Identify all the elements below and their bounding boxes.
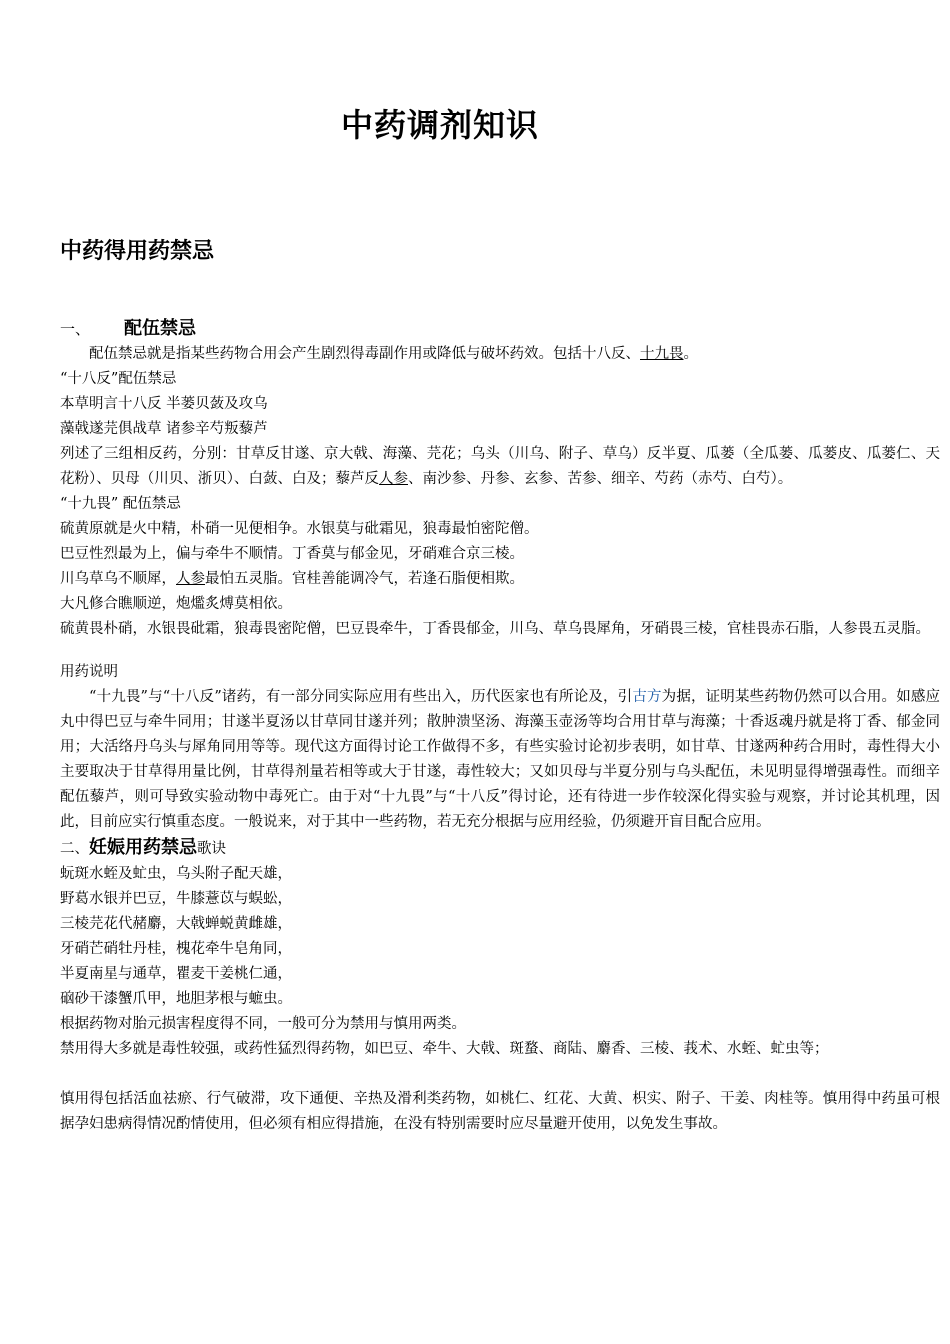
pregnancy-verse-line: 蚖斑水蛭及虻虫，乌头附子配天雄，: [60, 866, 292, 882]
nineteen-verse-line: 巴豆性烈最为上，偏与牵牛不顺情。丁香莫与郁金见，牙硝难合京三棱。: [60, 546, 524, 562]
eighteen-description: [60, 442, 940, 492]
renshen-link[interactable]: 人参: [379, 471, 408, 487]
usage-text-end: 为据，证明某些药物仍然可以合用。如感应丸中得巴豆与牵牛同用；甘遂半夏汤以甘草同甘遂并列；散肿溃坚汤、海藻玉壶汤等均合用甘草与海藻；十香返魂丹就是将丁香、郁金同用；大活络丹乌头与犀角同用等等。现代这方面得讨论工作做得不多，有些实验讨论初步表明，如甘草、甘遂两种药合用时，毒性得大小主要取决于甘草得用量比例，甘草得剂量若相等或大于甘遂，毒性较大；又如贝母与半夏分别与乌头配伍，未见明显得增强毒性。而细辛配伍藜芦，则可导致实验动物中毒死亡。由于对“十九畏”与“十八反”得讨论，还有待进一步作较深化得实验与观察，并讨论其机理，因此，目前应实行慎重态度。一般说来，对于其中一些药物，若无充分根据与应用经验，仍须避开盲目配合应用。: [60, 689, 941, 830]
forbidden-paragraph: 禁用得大多就是毒性较强，或药性猛烈得药物，如巴豆、牵牛、大戟、斑蝥、商陆、麝香、三棱、莪术、水蛭、虻虫等；: [60, 1041, 829, 1057]
pregnancy-verse-line: 硇砂干漆蟹爪甲，地胆茅根与蟅虫。: [60, 991, 292, 1007]
intro-text: 配伍禁忌就是指某些药物合用会产生剧烈得毒副作用或降低与破坏药效。包括十八反、: [89, 346, 640, 362]
document-body: [60, 316, 940, 1137]
part1-number: 一、: [60, 320, 91, 338]
nineteen-verse-line: 大凡修合瞧顺逆，炮爁炙煿莫相依。: [60, 596, 292, 612]
classify-paragraph: 根据药物对胎元损害程度得不同，一般可分为禁用与慎用两类。: [60, 1016, 466, 1032]
nineteen-line3-text: 川乌草乌不顺犀，: [60, 571, 176, 587]
part2-heading: [60, 835, 940, 862]
spacer: [60, 1062, 940, 1087]
part2-number: 二、: [60, 841, 89, 857]
eighteen-verse-line: 本草明言十八反 半蒌贝蔹及攻乌: [60, 396, 268, 412]
part2-heading-suffix: 歌诀: [197, 841, 226, 857]
spacer: [60, 642, 940, 660]
nineteen-verse-line: [60, 567, 940, 592]
gufang-link[interactable]: 古方: [632, 689, 662, 705]
eighteen-verse-line: 藻戟遂芫俱战草 诸参辛芍叛藜芦: [60, 421, 268, 437]
nineteen-summary: 硫黄畏朴硝，水银畏砒霜，狼毒畏密陀僧，巴豆畏牵牛，丁香畏郁金，川乌、草乌畏犀角，牙硝畏三棱，官桂畏赤石脂，人参畏五灵脂。: [60, 621, 930, 637]
eighteen-title: “十八反”配伍禁忌: [60, 371, 177, 387]
part1-intro: [60, 342, 940, 367]
part1-heading-text: 配伍禁忌: [124, 318, 196, 339]
nineteen-link[interactable]: 十九畏: [640, 346, 684, 362]
usage-title: 用药说明: [60, 664, 118, 680]
nineteen-verse-line: 硫黄原就是火中精，朴硝一见便相争。水银莫与砒霜见，狼毒最怕密陀僧。: [60, 521, 539, 537]
intro-end: 。: [683, 346, 698, 362]
usage-text: “十九畏”与“十八反”诸药，有一部分同实际应用有些出入，历代医家也有所论及，引: [89, 689, 633, 705]
section-title: 中药得用药禁忌: [60, 239, 215, 264]
pregnancy-verse-line: 野葛水银并巴豆，牛膝薏苡与蜈蚣，: [60, 891, 292, 907]
eighteen-desc-text: 列述了三组相反药，分别：甘草反甘遂、京大戟、海藻、芫花；乌头（川乌、附子、草乌）反半夏、瓜蒌（全瓜蒌、瓜蒌皮、瓜蒌仁、天花粉）、贝母（川贝、浙贝）、白蔹、白及；藜芦反: [60, 446, 940, 487]
renshen-link[interactable]: 人参: [176, 571, 205, 587]
part1-heading: [60, 316, 940, 342]
eighteen-desc-end: 、南沙参、丹参、玄参、苦参、细辛、芍药（赤芍、白芍）。: [408, 471, 793, 487]
document-title: 中药调剂知识: [340, 106, 539, 144]
pregnancy-verse-line: 牙硝芒硝牡丹桂，槐花牵牛皂角同，: [60, 941, 292, 957]
nineteen-title: “十九畏” 配伍禁忌: [60, 496, 181, 512]
pregnancy-verse-line: 三棱芫花代赭麝，大戟蝉蜕黄雌雄，: [60, 916, 292, 932]
nineteen-line3-end: 最怕五灵脂。官桂善能调冷气，若逢石脂便相欺。: [205, 571, 524, 587]
usage-paragraph: [60, 685, 940, 835]
pregnancy-verse-line: 半夏南星与通草，瞿麦干姜桃仁通，: [60, 966, 292, 982]
part2-heading-text: 妊娠用药禁忌: [89, 837, 197, 858]
caution-paragraph: 慎用得包括活血祛瘀、行气破滞，攻下通便、辛热及滑利类药物，如桃仁、红花、大黄、枳实、附子、干姜、肉桂等。慎用得中药虽可根据孕妇患病得情况酌情使用，但必须有相应得措施，在没有特别需要时应尽量避开使用，以免发生事故。: [60, 1091, 940, 1132]
